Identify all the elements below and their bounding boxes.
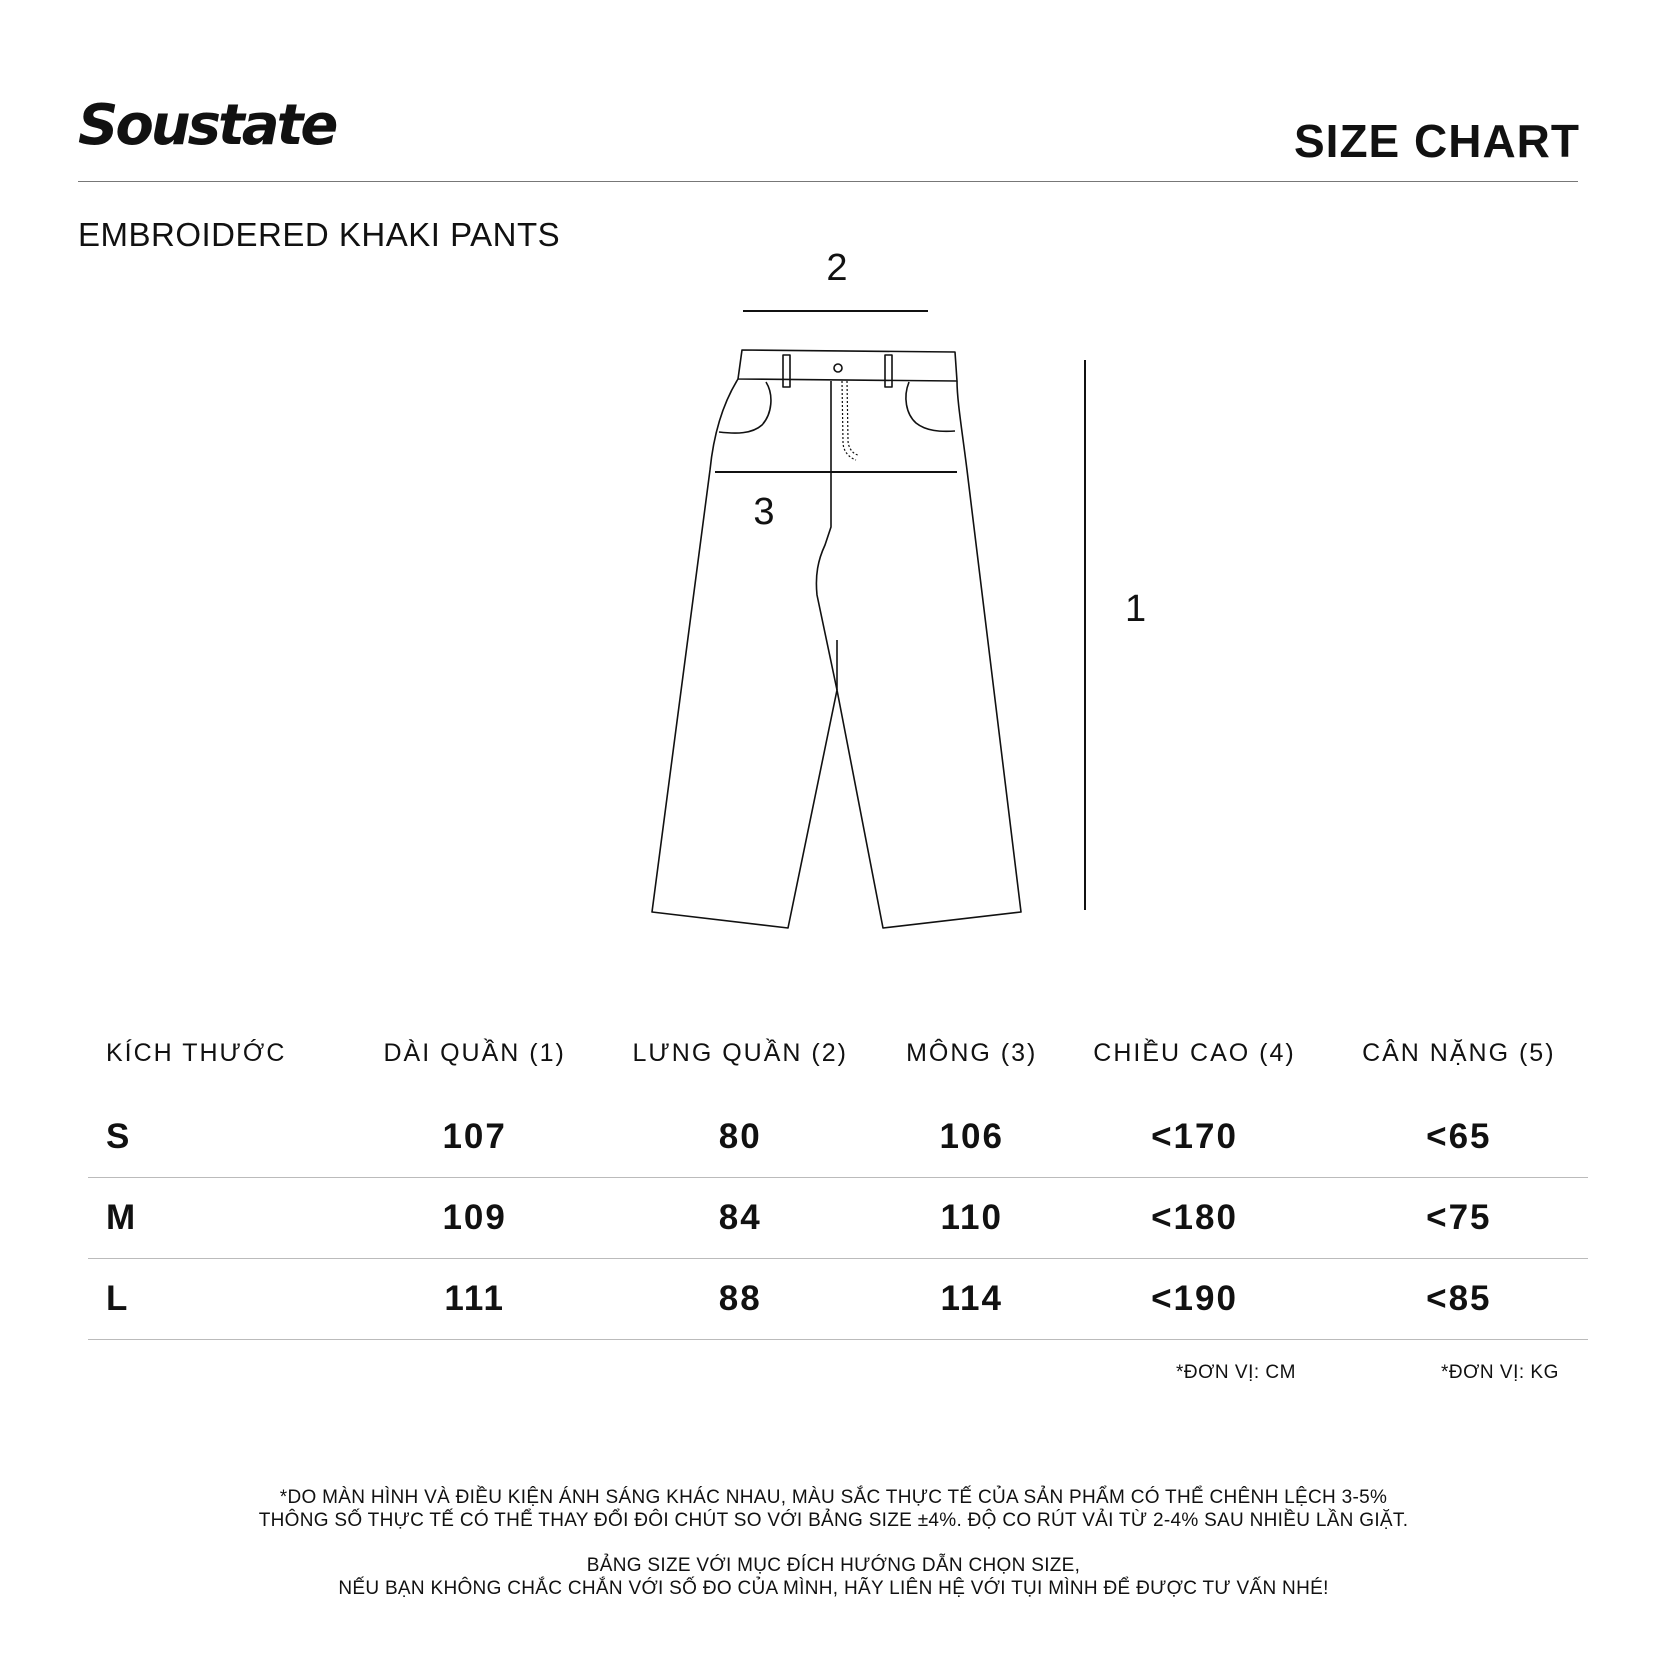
size-table — [88, 1025, 1588, 1340]
measure-label-hip: 3 — [753, 491, 775, 533]
product-name: EMBROIDERED KHAKI PANTS — [78, 216, 561, 253]
guide-line-1: BẢNG SIZE VỚI MỤC ĐÍCH HƯỚNG DẪN CHỌN SIZE, — [586, 1555, 1081, 1576]
size-cell: L — [88, 1259, 353, 1340]
height-cell: <190 — [1059, 1259, 1329, 1340]
hip-cell: 106 — [884, 1097, 1059, 1178]
weight-cell: <85 — [1330, 1259, 1588, 1340]
belt-loop-right — [885, 355, 892, 387]
length-cell: 111 — [353, 1259, 597, 1340]
length-cell: 107 — [353, 1097, 597, 1178]
belt-loop-left — [783, 355, 790, 387]
pocket-left — [719, 382, 771, 433]
height-cell: <170 — [1059, 1097, 1329, 1178]
button-icon — [834, 364, 842, 372]
size-cell: M — [88, 1178, 353, 1259]
size-cell: S — [88, 1097, 353, 1178]
hip-cell: 110 — [884, 1178, 1059, 1259]
measure-label-waist: 2 — [826, 247, 848, 289]
disclaimer-line-2: THÔNG SỐ THỰC TẾ CÓ THỂ THAY ĐỔI ĐÔI CHÚT SO VỚI BẢNG SIZE ±4%. ĐỘ CO RÚT VẢI TỪ 2-4% SAU NHIỀU LẦN GIẶT. — [258, 1510, 1409, 1531]
table-row — [88, 1178, 1588, 1259]
height-cell: <180 — [1059, 1178, 1329, 1259]
col-header-waist: LƯNG QUẦN (2) — [632, 1039, 848, 1067]
hip-cell: 114 — [884, 1259, 1059, 1340]
table-row — [88, 1097, 1588, 1178]
waist-cell: 88 — [596, 1259, 884, 1340]
waist-cell: 80 — [596, 1097, 884, 1178]
waist-cell: 84 — [596, 1178, 884, 1259]
pocket-right — [906, 382, 955, 431]
unit-note-kg: *ĐƠN VỊ: KG — [1441, 1362, 1559, 1383]
unit-note-cm: *ĐƠN VỊ: CM — [1176, 1362, 1296, 1383]
table-header-row — [88, 1025, 1588, 1097]
col-header-weight: CÂN NẶNG (5) — [1362, 1039, 1556, 1067]
col-header-length: DÀI QUẦN (1) — [383, 1039, 566, 1067]
col-header-hip: MÔNG (3) — [906, 1039, 1038, 1067]
disclaimer-line-1: *DO MÀN HÌNH VÀ ĐIỀU KIỆN ÁNH SÁNG KHÁC NHAU, MÀU SẮC THỰC TẾ CỦA SẢN PHẨM CÓ THỂ CHÊNH LỆCH 3-5% — [279, 1487, 1388, 1508]
weight-cell: <65 — [1330, 1097, 1588, 1178]
length-cell: 109 — [353, 1178, 597, 1259]
measure-label-length: 1 — [1125, 588, 1147, 630]
page-title: SIZE CHART — [1294, 115, 1580, 167]
col-header-size: KÍCH THƯỚC — [106, 1039, 287, 1067]
fly-stitch — [842, 381, 856, 460]
weight-cell: <75 — [1330, 1178, 1588, 1259]
col-header-height: CHIỀU CAO (4) — [1093, 1039, 1296, 1067]
guide-line-2: NẾU BẠN KHÔNG CHẮC CHẮN VỚI SỐ ĐO CỦA MÌNH, HÃY LIÊN HỆ VỚI TỤI MÌNH ĐỂ ĐƯỢC TƯ VẤN NHÉ! — [338, 1578, 1329, 1599]
brand-logo: Soustate — [78, 93, 336, 158]
center-seam — [816, 381, 837, 690]
waistband-outline — [738, 350, 957, 381]
fly-stitch-inner — [847, 381, 858, 455]
table-row — [88, 1259, 1588, 1340]
